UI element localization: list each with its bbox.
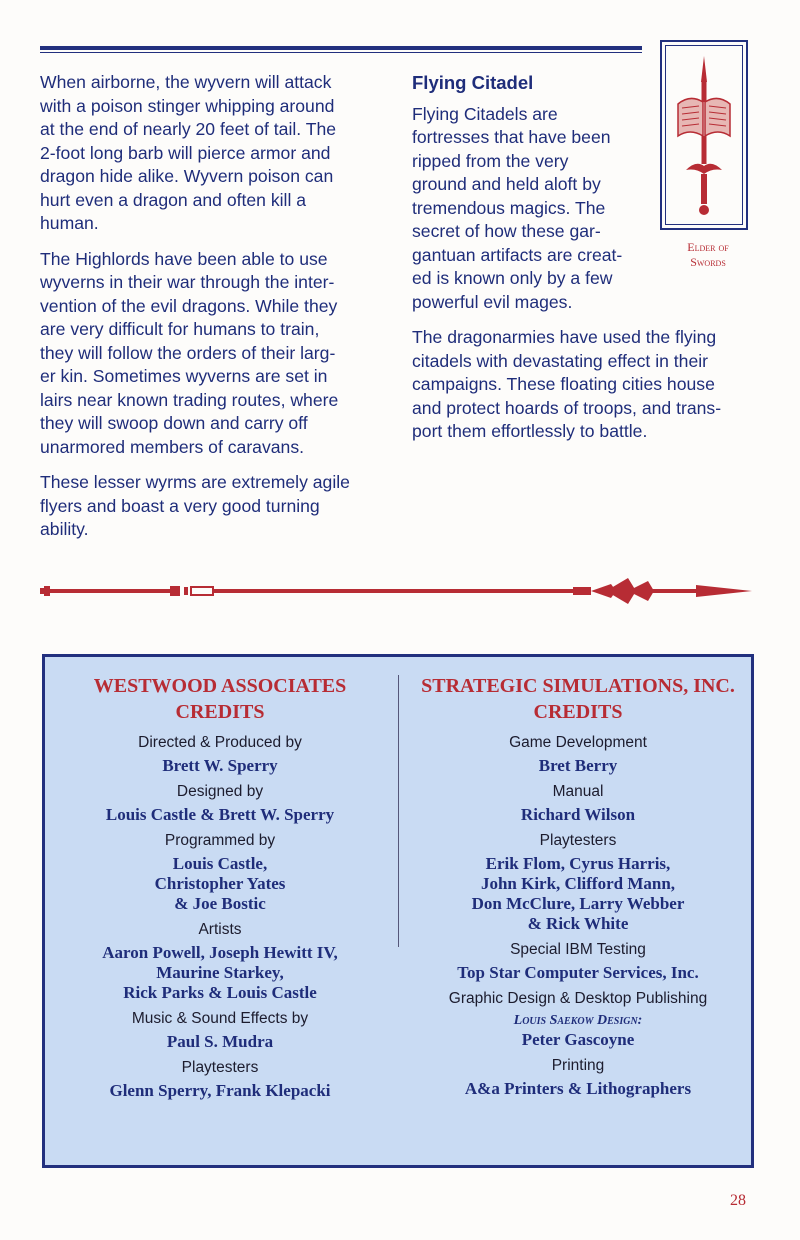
text-line: at the end of nearly 20 feet of tail. The <box>40 119 337 139</box>
top-rule <box>40 46 642 54</box>
credit-role: Programmed by <box>164 832 276 849</box>
credits-title: WESTWOOD ASSOCIATES <box>93 675 347 697</box>
emblem-frame <box>660 40 748 230</box>
text-line: ed is known only by a few <box>412 268 613 288</box>
credit-entry <box>45 1058 395 1101</box>
credit-role: Special IBM Testing <box>510 941 646 958</box>
text-line: vention of the evil dragons. While they <box>40 295 338 316</box>
credits-title: STRATEGIC SIMULATIONS, INC. <box>421 675 735 697</box>
text-line: tremendous magics. The <box>412 197 606 218</box>
credit-entry <box>411 989 745 1050</box>
text-line: ability. <box>40 519 89 539</box>
credits-title: CREDITS <box>533 701 623 723</box>
credit-entry <box>45 733 395 776</box>
text-line: er kin. Sometimes wyverns are set in <box>40 366 328 386</box>
credit-names: Don McClure, Larry Webber <box>471 894 685 913</box>
credit-role: Playtesters <box>539 832 617 849</box>
text-line: gantuan artifacts are creat- <box>412 244 623 265</box>
text-line: they will follow the orders of their larg- <box>40 342 336 363</box>
text-line: lairs near known trading routes, where <box>40 389 339 410</box>
text-line: When airborne, the wyvern will attack <box>40 72 332 92</box>
credit-names: Brett W. Sperry <box>162 756 278 775</box>
text-line: The Highlords have been able to use <box>40 248 328 269</box>
credit-entry <box>45 831 395 914</box>
text-line: powerful evil mages. <box>412 291 573 312</box>
credit-role: Directed & Produced by <box>138 734 302 751</box>
credit-role: Playtesters <box>181 1059 259 1076</box>
body-paragraph <box>40 248 380 460</box>
credit-names: Louis Castle, <box>172 854 268 873</box>
credit-names: Paul S. Mudra <box>166 1032 274 1051</box>
credit-names: Peter Gascoyne <box>521 1030 635 1049</box>
text-line: and protect hoards of troops, and trans- <box>412 397 722 418</box>
text-line: with a poison stinger whipping around <box>40 95 335 116</box>
credit-entry <box>411 831 745 934</box>
credit-names: A&a Printers & Lithographers <box>464 1079 692 1098</box>
emblem-caption <box>660 240 756 270</box>
credit-entry <box>45 1009 395 1052</box>
credit-entry <box>411 940 745 983</box>
credit-entry <box>411 733 745 776</box>
text-line: they will swoop down and carry off <box>40 413 308 433</box>
credit-names: & Joe Bostic <box>174 894 266 913</box>
credit-names: Richard Wilson <box>520 805 636 824</box>
text-line: The dragonarmies have used the flying <box>412 327 717 347</box>
text-line: These lesser wyrms are extremely agile <box>40 472 350 492</box>
text-line: secret of how these gar- <box>412 221 601 241</box>
credit-role: Artists <box>198 921 242 938</box>
credit-names: Rick Parks & Louis Castle <box>123 983 317 1002</box>
text-line: ripped from the very <box>412 150 569 171</box>
westwood-credits <box>45 673 395 1101</box>
text-line: campaigns. These floating cities house <box>412 374 715 394</box>
emblem-caption-line: Elder of <box>687 240 729 254</box>
credit-entry <box>45 782 395 825</box>
credit-names: Maurine Starkey, <box>156 963 284 982</box>
text-line: ground and held aloft by <box>412 174 601 194</box>
credit-names: Christopher Yates <box>154 874 286 893</box>
credit-role: Graphic Design & Desktop Publishing <box>448 990 708 1007</box>
credit-role: Printing <box>551 1057 605 1074</box>
text-line: flyers and boast a very good turning <box>40 495 320 516</box>
staff-divider-icon <box>36 572 756 608</box>
text-line: dragon hide alike. Wyvern poison can <box>40 166 334 186</box>
credit-names: Glenn Sperry, Frank Klepacki <box>109 1081 331 1100</box>
credit-names: Erik Flom, Cyrus Harris, <box>485 854 671 873</box>
credit-names: Top Star Computer Services, Inc. <box>457 963 699 982</box>
credit-role: Manual <box>552 783 604 800</box>
credit-names: Aaron Powell, Joseph Hewitt IV, <box>102 943 338 962</box>
credits-box <box>42 654 754 1168</box>
emblem-caption-line: Swords <box>690 255 726 269</box>
left-column <box>40 71 380 554</box>
credit-role: Game Development <box>509 734 647 751</box>
credits-title: CREDITS <box>175 701 265 723</box>
body-paragraph <box>40 71 380 236</box>
book-and-sword-icon <box>662 42 746 228</box>
credit-names: John Kirk, Clifford Mann, <box>480 874 676 893</box>
text-line: fortresses that have been <box>412 127 611 147</box>
column-divider <box>398 675 399 947</box>
credit-entry <box>411 782 745 825</box>
credit-names: Louis Castle & Brett W. Sperry <box>105 805 335 824</box>
section-heading: Flying Citadel <box>412 72 534 93</box>
text-line: 2-foot long barb will pierce armor and <box>40 142 331 163</box>
text-line: human. <box>40 213 99 233</box>
credit-names: & Rick White <box>527 914 629 933</box>
credit-company: Louis Saekow Design: <box>513 1013 643 1028</box>
credit-entry <box>45 920 395 1003</box>
text-line: wyverns in their war through the inter- <box>40 272 335 292</box>
credit-entry <box>411 1056 745 1099</box>
page-number: 28 <box>730 1192 746 1209</box>
credit-role: Designed by <box>176 783 264 800</box>
text-line: unarmored members of caravans. <box>40 436 305 457</box>
credit-names: Bret Berry <box>538 756 618 775</box>
text-line: citadels with devastating effect in their <box>412 350 709 371</box>
text-line: hurt even a dragon and often kill a <box>40 189 307 210</box>
body-paragraph <box>40 471 380 542</box>
text-line: are very difficult for humans to train, <box>40 319 320 339</box>
body-paragraph <box>412 326 752 444</box>
ssi-credits <box>411 673 745 1099</box>
text-line: Flying Citadels are <box>412 103 558 124</box>
text-line: port them effortlessly to battle. <box>412 421 648 441</box>
credit-role: Music & Sound Effects by <box>131 1010 309 1027</box>
